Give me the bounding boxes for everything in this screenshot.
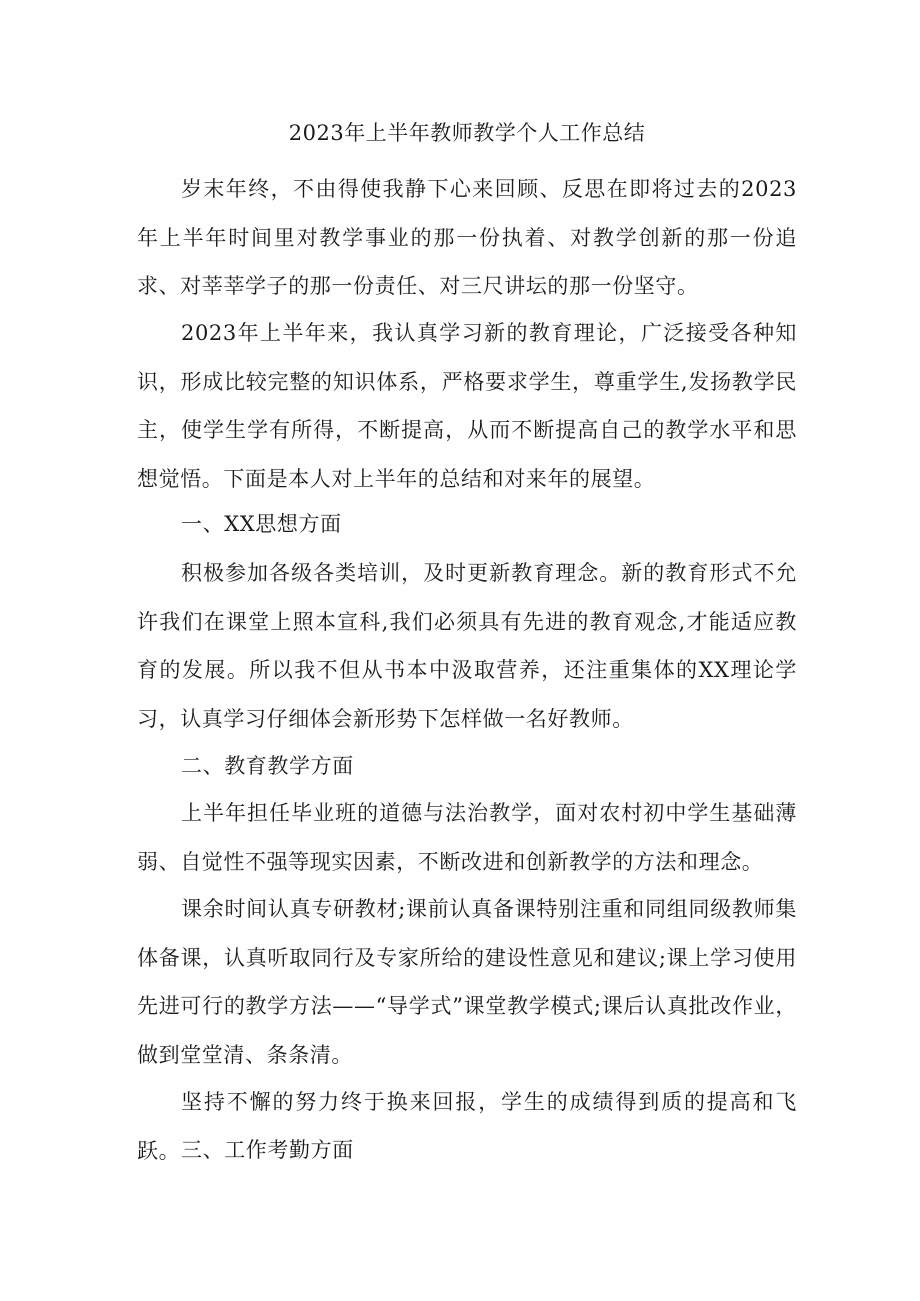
paragraph-overview: 2023年上半年来，我认真学习新的教育理论，广泛接受各种知识，形成比较完整的知识体系，严格要求学生，尊重学生,发扬教学民主，使学生学有所得，不断提高，从而不断提高自己的教学水平和思想觉悟。下面是本人对上半年的总结和对来年的展望。	[137, 321, 797, 491]
paragraph-thought: 积极参加各级各类培训，及时更新教育理念。新的教育形式不允许我们在课堂上照本宣科,我们必须具有先进的教育观念,才能适应教育的发展。所以我不但从书本中汲取营养，还注重集体的XX理论学习，认真学习仔细体会新形势下怎样做一名好教师。	[137, 561, 797, 731]
paragraph-result: 坚持不懈的努力终于换来回报，学生的成绩得到质的提高和飞跃。	[137, 1090, 797, 1163]
paragraph-intro: 岁末年终，不由得使我静下心来回顾、反思在即将过去的2023年上半年时间里对教学事业的那一份执着、对教学创新的那一份追求、对莘莘学子的那一份责任、对三尺讲坛的那一份坚守。	[137, 177, 797, 298]
section-heading-teaching: 二、教育教学方面	[181, 754, 354, 778]
section-heading-thought: 一、XX思想方面	[181, 512, 342, 536]
section-heading-attendance: 三、工作考勤方面	[181, 1138, 354, 1162]
document-title: 2023年上半年教师教学个人工作总结	[288, 121, 646, 145]
paragraph-teaching-1: 上半年担任毕业班的道德与法治教学，面对农村初中学生基础薄弱、自觉性不强等现实因素，不断改进和创新教学的方法和理念。	[137, 801, 797, 874]
paragraph-teaching-2: 课余时间认真专研教材;课前认真备课特别注重和同组同级教师集体备课，认真听取同行及专家所给的建设性意见和建议;课上学习使用先进可行的教学方法——“导学式”课堂教学模式;课后认真批改作业，做到堂堂清、条条清。	[137, 897, 797, 1067]
